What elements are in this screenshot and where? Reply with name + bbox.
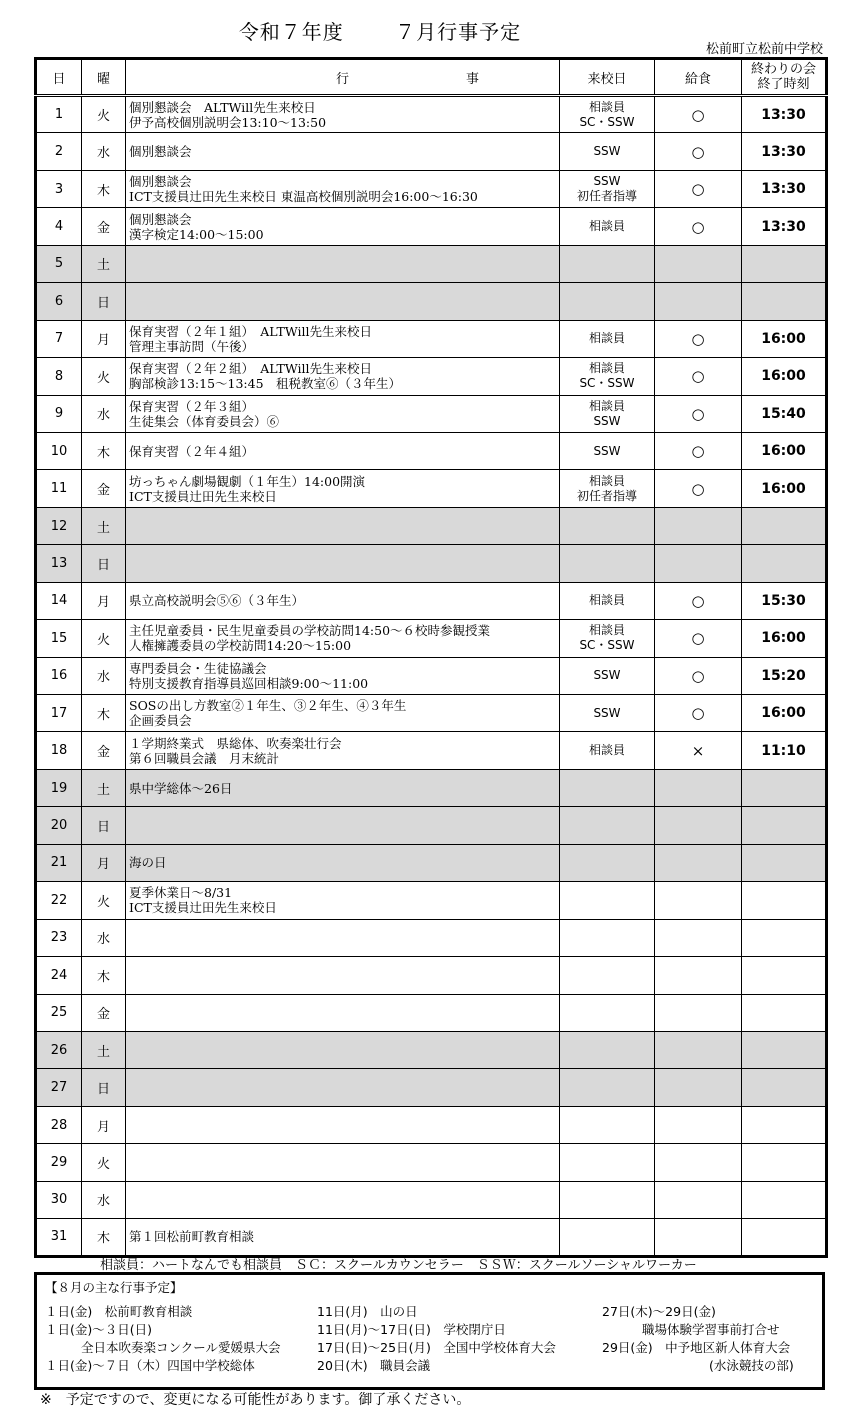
visitor-cell bbox=[560, 807, 655, 844]
lunch-cell bbox=[655, 507, 742, 544]
visitor-cell bbox=[560, 432, 655, 469]
event-cell bbox=[126, 470, 560, 507]
aug-item: 27日(木)～29日(金) bbox=[602, 1304, 716, 1319]
table-row bbox=[36, 882, 827, 919]
visitor-cell bbox=[560, 358, 655, 395]
col-visitor: 来校日 bbox=[560, 59, 655, 96]
visitor-line-2: SC・SSW bbox=[579, 114, 635, 129]
visitor-cell bbox=[560, 1181, 655, 1218]
event-line-1: 県立高校説明会⑤⑥（３年生） bbox=[129, 593, 305, 609]
day-cell: 16 bbox=[36, 657, 82, 694]
end-time-cell bbox=[742, 807, 827, 844]
visitor-line-1: 相談員 bbox=[588, 361, 625, 376]
weekday-cell: 土 bbox=[82, 1031, 126, 1068]
table-row bbox=[36, 657, 827, 694]
aug-item: １日(金) 松前町教育相談 bbox=[45, 1304, 193, 1319]
visitor-line-1: 相談員 bbox=[588, 593, 625, 608]
end-time-cell bbox=[742, 545, 827, 582]
lunch-cell: ○ bbox=[655, 432, 742, 469]
event-cell bbox=[126, 695, 560, 732]
visitor-line-1: 相談員 bbox=[588, 398, 625, 413]
col-weekday: 曜 bbox=[82, 59, 126, 96]
visitor-cell bbox=[560, 208, 655, 245]
visitor-cell bbox=[560, 957, 655, 994]
weekday-cell: 水 bbox=[82, 1181, 126, 1218]
end-time-cell: 13:30 bbox=[742, 208, 827, 245]
aug-item: 20日(木) 職員会議 bbox=[317, 1358, 431, 1373]
day-cell: 30 bbox=[36, 1181, 82, 1218]
event-line-1: 主任児童委員・民生児童委員の学校訪問14:50～６校時参観授業 bbox=[129, 623, 491, 639]
event-line-2: 特別支援教育指導員巡回相談9:00～11:00 bbox=[129, 675, 369, 691]
end-time-cell bbox=[742, 245, 827, 282]
table-row bbox=[36, 844, 827, 881]
lunch-cell bbox=[655, 882, 742, 919]
weekday-cell: 土 bbox=[82, 507, 126, 544]
table-row bbox=[36, 283, 827, 320]
col-day: 日 bbox=[36, 59, 82, 96]
end-time-cell bbox=[742, 882, 827, 919]
day-cell: 27 bbox=[36, 1069, 82, 1106]
end-time-cell bbox=[742, 1031, 827, 1068]
event-line-2: ICT支援員辻田先生来校日 bbox=[129, 900, 277, 916]
end-time-cell: 16:00 bbox=[742, 358, 827, 395]
table-row bbox=[36, 358, 827, 395]
end-time-cell bbox=[742, 957, 827, 994]
table-row bbox=[36, 807, 827, 844]
event-cell bbox=[126, 1181, 560, 1218]
weekday-cell: 月 bbox=[82, 1106, 126, 1143]
visitor-cell bbox=[560, 283, 655, 320]
event-cell bbox=[126, 1144, 560, 1181]
lunch-cell: ○ bbox=[655, 358, 742, 395]
event-cell bbox=[126, 96, 560, 133]
lunch-cell: × bbox=[655, 732, 742, 769]
weekday-cell: 木 bbox=[82, 695, 126, 732]
end-time-cell bbox=[742, 1106, 827, 1143]
visitor-cell bbox=[560, 545, 655, 582]
aug-item: 17日(日)～25日(月) 全国中学校体育大会 bbox=[317, 1340, 556, 1355]
visitor-cell bbox=[560, 170, 655, 207]
event-line-1: 坊っちゃん劇場観劇（１年生）14:00開演 bbox=[129, 473, 366, 489]
visitor-cell bbox=[560, 395, 655, 432]
weekday-cell: 日 bbox=[82, 807, 126, 844]
end-time-cell: 16:00 bbox=[742, 432, 827, 469]
lunch-cell: ○ bbox=[655, 470, 742, 507]
event-line-1: 個別懇談会 ALTWill先生来校日 bbox=[129, 99, 316, 115]
end-time-cell bbox=[742, 919, 827, 956]
event-cell bbox=[126, 245, 560, 282]
weekday-cell: 月 bbox=[82, 844, 126, 881]
lunch-cell bbox=[655, 1219, 742, 1256]
table-row bbox=[36, 620, 827, 657]
aug-item: 29日(金) 中予地区新人体育大会 bbox=[602, 1340, 791, 1355]
end-time-cell: 11:10 bbox=[742, 732, 827, 769]
lunch-cell bbox=[655, 919, 742, 956]
lunch-cell bbox=[655, 1069, 742, 1106]
day-cell: 25 bbox=[36, 994, 82, 1031]
event-cell bbox=[126, 844, 560, 881]
table-row bbox=[36, 994, 827, 1031]
event-line-1: 県中学総体～26日 bbox=[129, 780, 233, 796]
end-time-cell bbox=[742, 1069, 827, 1106]
day-cell: 2 bbox=[36, 133, 82, 170]
day-cell: 8 bbox=[36, 358, 82, 395]
table-row bbox=[36, 732, 827, 769]
lunch-cell bbox=[655, 957, 742, 994]
lunch-cell bbox=[655, 844, 742, 881]
table-row bbox=[36, 1219, 827, 1256]
event-line-2: ICT支援員辻田先生来校日 東温高校個別説明会16:00～16:30 bbox=[129, 189, 478, 205]
visitor-line-2: 初任者指導 bbox=[576, 189, 637, 204]
visitor-cell bbox=[560, 1069, 655, 1106]
visitor-cell bbox=[560, 620, 655, 657]
event-line-1: 専門委員会・生徒協議会 bbox=[129, 660, 267, 676]
lunch-cell bbox=[655, 245, 742, 282]
day-cell: 12 bbox=[36, 507, 82, 544]
end-time-cell bbox=[742, 994, 827, 1031]
lunch-cell bbox=[655, 1031, 742, 1068]
day-cell: 14 bbox=[36, 582, 82, 619]
table-row bbox=[36, 545, 827, 582]
table-row bbox=[36, 245, 827, 282]
school-name: 松前町立松前中学校 bbox=[705, 42, 823, 57]
weekday-cell: 土 bbox=[82, 769, 126, 806]
table-row bbox=[36, 1069, 827, 1106]
weekday-cell: 火 bbox=[82, 620, 126, 657]
weekday-cell: 金 bbox=[82, 470, 126, 507]
august-heading: 【８月の主な行事予定】 bbox=[45, 1280, 183, 1295]
end-time-cell: 15:30 bbox=[742, 582, 827, 619]
visitor-cell bbox=[560, 582, 655, 619]
visitor-line-1: 相談員 bbox=[588, 473, 625, 488]
weekday-cell: 火 bbox=[82, 358, 126, 395]
event-cell bbox=[126, 1031, 560, 1068]
day-cell: 31 bbox=[36, 1219, 82, 1256]
event-line-2: ICT支援員辻田先生来校日 bbox=[129, 488, 277, 504]
end-time-cell: 13:30 bbox=[742, 96, 827, 133]
aug-item: 11日(月) 山の日 bbox=[317, 1304, 418, 1319]
end-time-cell: 15:40 bbox=[742, 395, 827, 432]
table-row bbox=[36, 96, 827, 133]
day-cell: 10 bbox=[36, 432, 82, 469]
lunch-cell bbox=[655, 283, 742, 320]
event-line-1: 保育実習（２年４組） bbox=[129, 443, 255, 459]
weekday-cell: 日 bbox=[82, 1069, 126, 1106]
event-cell bbox=[126, 994, 560, 1031]
weekday-cell: 日 bbox=[82, 283, 126, 320]
day-cell: 21 bbox=[36, 844, 82, 881]
lunch-cell: ○ bbox=[655, 208, 742, 245]
lunch-cell bbox=[655, 545, 742, 582]
aug-item: １日(金)～３日(日) bbox=[45, 1322, 153, 1337]
day-cell: 3 bbox=[36, 170, 82, 207]
page-title bbox=[0, 16, 760, 45]
visitor-line-2: SC・SSW bbox=[579, 376, 635, 391]
table-row bbox=[36, 208, 827, 245]
weekday-cell: 金 bbox=[82, 994, 126, 1031]
weekday-cell: 木 bbox=[82, 1219, 126, 1256]
weekday-cell: 日 bbox=[82, 545, 126, 582]
aug-item: 11日(月)～17日(日) 学校閉庁日 bbox=[317, 1322, 506, 1337]
end-time-cell: 13:30 bbox=[742, 133, 827, 170]
lunch-cell: ○ bbox=[655, 96, 742, 133]
visitor-cell bbox=[560, 470, 655, 507]
end-time-cell bbox=[742, 1144, 827, 1181]
visitor-cell bbox=[560, 732, 655, 769]
event-line-2: 企画委員会 bbox=[129, 713, 192, 729]
event-cell bbox=[126, 208, 560, 245]
event-line-2: 生徒集会（体育委員会）⑥ bbox=[129, 413, 280, 429]
col-lunch: 給食 bbox=[655, 59, 742, 96]
event-line-2: 胸部検診13:15～13:45 租税教室⑥（３年生） bbox=[129, 376, 402, 392]
visitor-line-2: SSW bbox=[593, 413, 621, 428]
day-cell: 28 bbox=[36, 1106, 82, 1143]
table-row bbox=[36, 170, 827, 207]
aug-item: 職場体験学習事前打合せ bbox=[642, 1322, 780, 1337]
weekday-cell: 火 bbox=[82, 96, 126, 133]
event-cell bbox=[126, 620, 560, 657]
visitor-cell bbox=[560, 695, 655, 732]
event-line-2: 管理主事訪問（午後） bbox=[129, 338, 255, 354]
footer-note: ※ 予定ですので、変更になる可能性があります。御了承ください。 bbox=[40, 1392, 471, 1408]
event-cell bbox=[126, 320, 560, 357]
table-row bbox=[36, 320, 827, 357]
event-cell bbox=[126, 545, 560, 582]
col-event bbox=[126, 59, 560, 96]
aug-item: １日(金)～７日（木）四国中学校総体 bbox=[45, 1358, 255, 1373]
weekday-cell: 水 bbox=[82, 657, 126, 694]
table-row bbox=[36, 769, 827, 806]
event-cell bbox=[126, 170, 560, 207]
event-line-1: 保育実習（２年２組） ALTWill先生来校日 bbox=[129, 361, 373, 377]
day-cell: 26 bbox=[36, 1031, 82, 1068]
title-month: ７月行事予定 bbox=[395, 20, 522, 44]
weekday-cell: 月 bbox=[82, 320, 126, 357]
table-header-row bbox=[36, 59, 827, 96]
visitor-cell bbox=[560, 769, 655, 806]
event-cell bbox=[126, 507, 560, 544]
lunch-cell: ○ bbox=[655, 620, 742, 657]
end-time-cell bbox=[742, 844, 827, 881]
visitor-cell bbox=[560, 245, 655, 282]
day-cell: 29 bbox=[36, 1144, 82, 1181]
weekday-cell: 金 bbox=[82, 208, 126, 245]
lunch-cell: ○ bbox=[655, 695, 742, 732]
visitor-cell bbox=[560, 882, 655, 919]
lunch-cell bbox=[655, 1106, 742, 1143]
weekday-cell: 水 bbox=[82, 919, 126, 956]
event-cell bbox=[126, 395, 560, 432]
weekday-cell: 月 bbox=[82, 582, 126, 619]
end-time-cell bbox=[742, 1219, 827, 1256]
visitor-cell bbox=[560, 320, 655, 357]
day-cell: 24 bbox=[36, 957, 82, 994]
day-cell: 19 bbox=[36, 769, 82, 806]
event-line-2: 第６回職員会議 月末統計 bbox=[129, 750, 280, 766]
event-line-2: 漢字検定14:00～15:00 bbox=[129, 226, 264, 242]
weekday-cell: 木 bbox=[82, 432, 126, 469]
table-row bbox=[36, 919, 827, 956]
end-time-cell: 16:00 bbox=[742, 695, 827, 732]
visitor-cell bbox=[560, 919, 655, 956]
col-end-1: 終わりの会 bbox=[750, 62, 816, 77]
visitor-cell bbox=[560, 133, 655, 170]
visitor-line-1: SSW bbox=[593, 144, 621, 159]
event-cell bbox=[126, 1069, 560, 1106]
event-line-1: １学期終業式 県総体、吹奏楽壮行会 bbox=[129, 735, 342, 751]
lunch-cell: ○ bbox=[655, 582, 742, 619]
lunch-cell: ○ bbox=[655, 133, 742, 170]
event-cell bbox=[126, 283, 560, 320]
event-cell bbox=[126, 769, 560, 806]
day-cell: 5 bbox=[36, 245, 82, 282]
end-time-cell bbox=[742, 507, 827, 544]
event-cell bbox=[126, 807, 560, 844]
visitor-cell bbox=[560, 507, 655, 544]
lunch-cell: ○ bbox=[655, 657, 742, 694]
event-line-2: 人権擁護委員の学校訪問14:20～15:00 bbox=[129, 638, 352, 654]
visitor-line-1: 相談員 bbox=[588, 623, 625, 638]
day-cell: 20 bbox=[36, 807, 82, 844]
table-row bbox=[36, 695, 827, 732]
col-event-b: 事 bbox=[465, 71, 479, 87]
event-line-1: 個別懇談会 bbox=[129, 174, 192, 190]
table-row bbox=[36, 133, 827, 170]
day-cell: 22 bbox=[36, 882, 82, 919]
event-cell bbox=[126, 358, 560, 395]
day-cell: 17 bbox=[36, 695, 82, 732]
table-row bbox=[36, 1181, 827, 1218]
day-cell: 18 bbox=[36, 732, 82, 769]
lunch-cell: ○ bbox=[655, 320, 742, 357]
visitor-line-1: 相談員 bbox=[588, 99, 625, 114]
lunch-cell bbox=[655, 807, 742, 844]
event-cell bbox=[126, 1106, 560, 1143]
event-line-1: SOSの出し方教室②１年生、③２年生、④３年生 bbox=[129, 698, 407, 714]
end-time-cell: 16:00 bbox=[742, 470, 827, 507]
visitor-cell bbox=[560, 1031, 655, 1068]
august-box bbox=[34, 1272, 825, 1390]
weekday-cell: 水 bbox=[82, 133, 126, 170]
event-cell bbox=[126, 1219, 560, 1256]
weekday-cell: 水 bbox=[82, 395, 126, 432]
visitor-line-1: 相談員 bbox=[588, 331, 625, 346]
visitor-cell bbox=[560, 96, 655, 133]
visitor-cell bbox=[560, 1144, 655, 1181]
day-cell: 1 bbox=[36, 96, 82, 133]
event-line-1: 海の日 bbox=[129, 855, 167, 871]
day-cell: 7 bbox=[36, 320, 82, 357]
event-cell bbox=[126, 732, 560, 769]
end-time-cell: 16:00 bbox=[742, 620, 827, 657]
weekday-cell: 木 bbox=[82, 170, 126, 207]
weekday-cell: 木 bbox=[82, 957, 126, 994]
event-cell bbox=[126, 582, 560, 619]
day-cell: 15 bbox=[36, 620, 82, 657]
event-cell bbox=[126, 957, 560, 994]
lunch-cell bbox=[655, 769, 742, 806]
visitor-line-1: 相談員 bbox=[588, 743, 625, 758]
event-cell bbox=[126, 133, 560, 170]
table-row bbox=[36, 432, 827, 469]
weekday-cell: 火 bbox=[82, 1144, 126, 1181]
visitor-cell bbox=[560, 1106, 655, 1143]
visitor-line-1: SSW bbox=[593, 174, 621, 189]
day-cell: 11 bbox=[36, 470, 82, 507]
legend: 相談員：ハートなんでも相談員 ＳＣ：スクールカウンセラー ＳＳＷ：スクールソーシャルワーカー bbox=[100, 1258, 697, 1273]
visitor-line-2: SC・SSW bbox=[579, 638, 635, 653]
end-time-cell bbox=[742, 1181, 827, 1218]
visitor-cell bbox=[560, 844, 655, 881]
event-cell bbox=[126, 432, 560, 469]
lunch-cell bbox=[655, 994, 742, 1031]
event-line-1: 個別懇談会 bbox=[129, 211, 192, 227]
day-cell: 13 bbox=[36, 545, 82, 582]
event-cell bbox=[126, 657, 560, 694]
schedule-table bbox=[34, 57, 828, 1258]
table-row bbox=[36, 1144, 827, 1181]
event-line-1: 第１回松前町教育相談 bbox=[129, 1229, 255, 1245]
table-row bbox=[36, 582, 827, 619]
visitor-line-1: 相談員 bbox=[588, 219, 625, 234]
day-cell: 9 bbox=[36, 395, 82, 432]
visitor-cell bbox=[560, 1219, 655, 1256]
end-time-cell: 13:30 bbox=[742, 170, 827, 207]
event-line-1: 保育実習（２年１組） ALTWill先生来校日 bbox=[129, 323, 373, 339]
event-line-2: 伊予高校個別説明会13:10～13:50 bbox=[129, 114, 327, 130]
visitor-cell bbox=[560, 994, 655, 1031]
end-time-cell bbox=[742, 769, 827, 806]
event-line-1: 個別懇談会 bbox=[129, 144, 192, 160]
day-cell: 23 bbox=[36, 919, 82, 956]
table-row bbox=[36, 957, 827, 994]
visitor-line-1: SSW bbox=[593, 443, 621, 458]
event-cell bbox=[126, 882, 560, 919]
visitor-line-1: SSW bbox=[593, 668, 621, 683]
lunch-cell: ○ bbox=[655, 170, 742, 207]
end-time-cell: 15:20 bbox=[742, 657, 827, 694]
lunch-cell: ○ bbox=[655, 395, 742, 432]
visitor-line-1: SSW bbox=[593, 705, 621, 720]
end-time-cell: 16:00 bbox=[742, 320, 827, 357]
weekday-cell: 土 bbox=[82, 245, 126, 282]
event-cell bbox=[126, 919, 560, 956]
lunch-cell bbox=[655, 1181, 742, 1218]
title-year: 令和７年度 bbox=[238, 20, 344, 44]
table-row bbox=[36, 1031, 827, 1068]
table-row bbox=[36, 507, 827, 544]
day-cell: 4 bbox=[36, 208, 82, 245]
col-end-2: 終了時刻 bbox=[757, 77, 810, 92]
col-end-time bbox=[742, 59, 827, 96]
table-row bbox=[36, 395, 827, 432]
aug-item: 全日本吹奏楽コンクール愛媛県大会 bbox=[81, 1340, 281, 1355]
lunch-cell bbox=[655, 1144, 742, 1181]
visitor-line-2: 初任者指導 bbox=[576, 488, 637, 503]
visitor-cell bbox=[560, 657, 655, 694]
day-cell: 6 bbox=[36, 283, 82, 320]
event-line-1: 夏季休業日～8/31 bbox=[129, 885, 233, 901]
end-time-cell bbox=[742, 283, 827, 320]
table-row bbox=[36, 470, 827, 507]
weekday-cell: 火 bbox=[82, 882, 126, 919]
table-row bbox=[36, 1106, 827, 1143]
aug-item: (水泳競技の部) bbox=[709, 1358, 794, 1373]
event-line-1: 保育実習（２年３組） bbox=[129, 398, 255, 414]
weekday-cell: 金 bbox=[82, 732, 126, 769]
col-event-a: 行 bbox=[335, 71, 349, 87]
